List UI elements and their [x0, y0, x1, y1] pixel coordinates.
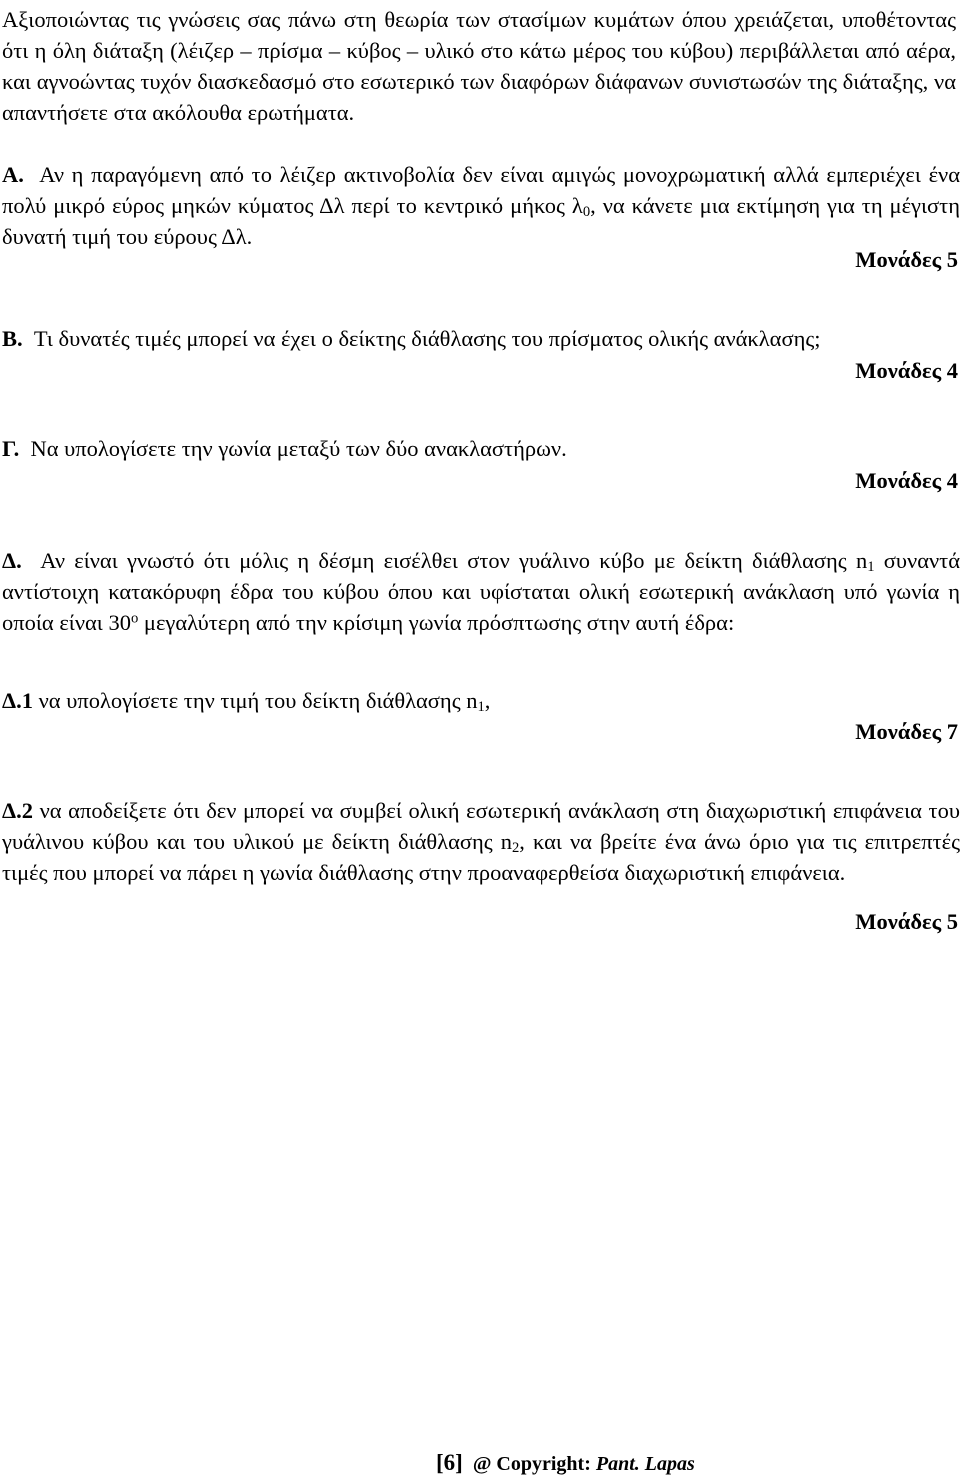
question-g-text: Να υπολογίσετε την γωνία μεταξύ των δύο ανακλαστήρων.: [30, 436, 567, 461]
question-d1-label: Δ.1: [2, 688, 33, 713]
question-d2: [2, 795, 960, 888]
question-d1-points: Μονάδες 7: [855, 719, 958, 744]
question-a-delta-lambda: Δλ: [319, 193, 345, 218]
question-a-points: Μονάδες 5: [855, 247, 958, 272]
question-a-delta-lambda-end: Δλ: [221, 224, 247, 249]
question-g: [2, 433, 960, 464]
question-d-text-3: μεγαλύτερη από την κρίσιμη γωνία πρόσπτωσης στην αυτή έδρα:: [138, 610, 735, 635]
question-d-label: Δ.: [2, 548, 22, 573]
question-d1-text-2: ,: [484, 688, 491, 713]
question-b-label: Β.: [2, 326, 23, 351]
copyright-text: @ Copyright:: [472, 1453, 596, 1475]
question-g-points: Μονάδες 4: [855, 468, 958, 493]
page-footer: [436, 1450, 695, 1476]
page-number: [6]: [436, 1450, 463, 1475]
question-d2-label: Δ.2: [2, 798, 33, 823]
question-d2-text-2: , και να βρείτε ένα άνω όριο για τις επιτρεπτές τιμές που μπορεί να πάρει η γωνία διάθλασης στην προαναφερθείσα διαχωριστική επιφάνεια.: [2, 829, 960, 885]
question-d-text-1: Αν είναι γνωστό ότι μόλις η δέσμη εισέλθει στον γυάλινο κύβο με δείκτη διάθλασης n: [40, 548, 868, 573]
question-d1: [2, 685, 960, 716]
question-d-superscript: ο: [130, 610, 139, 627]
intro-paragraph: Αξιοποιώντας τις γνώσεις σας πάνω στη θεωρία των στασίμων κυμάτων όπου χρειάζεται, υποθέτοντας ότι η όλη διάταξη (λέιζερ – πρίσμα – κύβος – υλικό στο κάτω μέρος του κύβου) περιβάλλεται από αέρα, και αγνοώντας τυχόν διασκεδασμό στο εσωτερικό των διαφόρων διάφανων συνιστωσών της διάταξης, να απαντήσετε στα ακόλουθα ερωτήματα.: [2, 7, 956, 125]
question-b-text: Τι δυνατές τιμές μπορεί να έχει ο δείκτης διάθλασης του πρίσματος ολικής ανάκλασης;: [33, 326, 821, 351]
question-d2-subscript: 2: [511, 839, 520, 856]
question-d-subscript: 1: [867, 558, 875, 575]
author-name: Pant. Lapas: [595, 1453, 695, 1475]
question-d1-subscript: 1: [477, 698, 485, 715]
question-a-text-3: , να κάνετε μια εκτίμηση για τη μέγιστη δυνατή τιμή του εύρους: [2, 193, 960, 249]
question-d2-points: Μονάδες 5: [855, 909, 958, 934]
question-a-text-2: περί το κεντρικό μήκος λ: [344, 193, 583, 218]
question-a-label: Α.: [2, 162, 24, 187]
question-g-label: Γ.: [2, 436, 20, 461]
question-a-text-1: Αν η παραγόμενη από το λέιζερ ακτινοβολία δεν είναι αμιγώς μονοχρωματική αλλά εμπεριέχει ένα πολύ μικρό εύρος μηκών κύματος: [2, 162, 960, 218]
question-d-text-2: συναντά αντίστοιχη κατακόρυφη έδρα του κύβου όπου και υφίσταται ολική εσωτερική ανάκλαση υπό γωνία η οποία είναι 30: [2, 548, 960, 635]
question-b: [2, 323, 960, 354]
question-d2-text-1: να αποδείξετε ότι δεν μπορεί να συμβεί ολική εσωτερική ανάκλαση στη διαχωριστική επιφάνεια του γυάλινου κύβου και του υλικού με δείκτη διάθλασης n: [2, 798, 960, 854]
question-a-text-4: .: [246, 224, 253, 249]
question-b-points: Μονάδες 4: [855, 358, 958, 383]
question-d: [2, 545, 960, 638]
question-d1-text-1: να υπολογίσετε την τιμή του δείκτη διάθλασης n: [32, 688, 478, 713]
question-a: [2, 159, 960, 252]
question-a-subscript: 0: [582, 203, 591, 220]
